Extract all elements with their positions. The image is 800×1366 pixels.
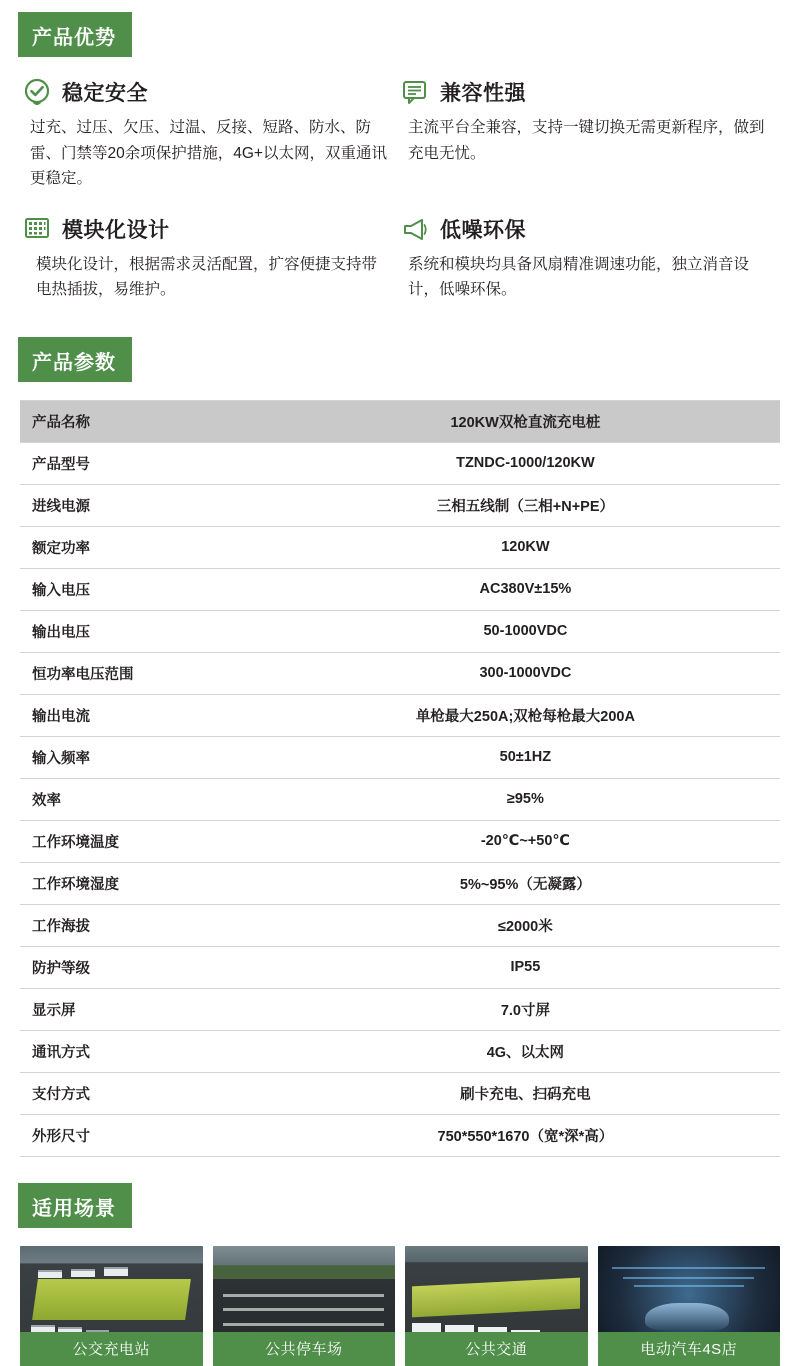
advantage-desc-2: 主流平台全兼容，支持一键切换无需更新程序，做到充电无忧。 <box>408 119 765 162</box>
table-row <box>20 694 780 736</box>
advantages-row-2 <box>22 214 778 303</box>
param-value: 50-1000VDC <box>483 623 568 640</box>
param-value: AC380V±15% <box>479 581 572 598</box>
param-value: 50±1HZ <box>499 749 552 766</box>
chat-lines-icon <box>400 77 430 107</box>
params-table-body <box>20 401 780 1157</box>
params-table-wrap <box>20 400 780 1157</box>
table-row <box>20 610 780 652</box>
scene-card-1 <box>20 1246 203 1366</box>
scene-card-4 <box>598 1246 781 1366</box>
table-row <box>20 484 780 526</box>
param-key: 产品型号 <box>32 456 90 473</box>
params-heading: 产品参数 <box>18 337 132 384</box>
table-row <box>20 778 780 820</box>
advantage-item-4 <box>400 214 778 303</box>
param-key: 工作环境温度 <box>32 834 119 851</box>
advantage-title-line-4 <box>400 214 770 244</box>
param-key: 恒功率电压范围 <box>32 666 134 683</box>
param-value: IP55 <box>510 959 541 976</box>
param-value: 300-1000VDC <box>479 665 572 682</box>
param-key: 工作环境湿度 <box>32 876 119 893</box>
param-value: ≤2000米 <box>498 918 553 935</box>
scenes-heading: 适用场景 <box>18 1183 132 1230</box>
table-row <box>20 946 780 988</box>
table-row <box>20 652 780 694</box>
param-key: 外形尺寸 <box>32 1128 90 1145</box>
table-row <box>20 904 780 946</box>
param-key: 显示屏 <box>32 1002 76 1019</box>
param-value: TZNDC-1000/120KW <box>456 455 595 472</box>
advantage-desc-1: 过充、过压、欠压、过温、反接、短路、防水、防雷、门禁等20余项保护措施，4G+以太网，双重通讯更稳定。 <box>30 119 387 188</box>
param-value: -20℃~+50℃ <box>480 833 570 850</box>
param-key: 进线电源 <box>32 498 90 515</box>
table-row <box>20 568 780 610</box>
param-key: 通讯方式 <box>32 1044 90 1061</box>
param-key: 支付方式 <box>32 1086 90 1103</box>
advantage-title-4: 低噪环保 <box>440 218 526 242</box>
scene-caption-3: 公共交通 <box>405 1332 588 1366</box>
advantages-heading: 产品优势 <box>18 12 132 59</box>
table-row <box>20 442 780 484</box>
table-row <box>20 820 780 862</box>
table-row <box>20 988 780 1030</box>
scenes-gallery <box>20 1246 780 1366</box>
scenes-heading-wrap <box>18 1183 800 1230</box>
megaphone-icon <box>400 214 430 244</box>
param-key: 额定功率 <box>32 540 90 557</box>
param-key: 产品名称 <box>32 414 90 431</box>
param-key: 防护等级 <box>32 960 90 977</box>
param-key: 输出电压 <box>32 624 90 641</box>
params-heading-wrap <box>18 337 800 384</box>
table-row <box>20 401 780 443</box>
param-value: ≥95% <box>506 791 544 808</box>
scene-caption-1: 公交充电站 <box>20 1332 203 1366</box>
shield-check-icon <box>22 77 52 107</box>
param-value: 单枪最大250A;双枪每枪最大200A <box>415 708 635 725</box>
scene-card-3 <box>405 1246 588 1366</box>
param-value: 7.0寸屏 <box>500 1002 550 1019</box>
param-value: 5%~95%（无凝露） <box>459 876 591 893</box>
scene-card-2 <box>213 1246 396 1366</box>
param-value: 120KW <box>501 539 550 556</box>
advantage-title-1: 稳定安全 <box>62 82 148 105</box>
param-value: 4G、以太网 <box>486 1044 565 1061</box>
table-row <box>20 1030 780 1072</box>
table-row <box>20 1072 780 1114</box>
param-value: 120KW双枪直流充电桩 <box>450 414 601 431</box>
table-row <box>20 1114 780 1156</box>
param-value: 750*550*1670（宽*深*高） <box>437 1128 614 1145</box>
param-key: 工作海拔 <box>32 918 90 935</box>
table-row <box>20 862 780 904</box>
advantage-title-line-2 <box>400 77 770 107</box>
advantage-item-3 <box>22 214 400 303</box>
params-table <box>20 401 780 1157</box>
advantage-title-line-3 <box>22 214 392 244</box>
param-value: 刷卡充电、扫码充电 <box>460 1086 591 1103</box>
advantages-heading-wrap <box>18 12 800 59</box>
advantage-title-2: 兼容性强 <box>440 82 526 105</box>
advantages-row-1 <box>22 77 778 192</box>
advantage-title-line-1 <box>22 77 392 107</box>
scene-caption-2: 公共停车场 <box>213 1332 396 1366</box>
param-value: 三相五线制（三相+N+PE） <box>436 498 615 515</box>
scene-caption-4: 电动汽车4S店 <box>598 1332 781 1366</box>
param-key: 输入频率 <box>32 750 90 767</box>
table-row <box>20 526 780 568</box>
table-row <box>20 736 780 778</box>
param-key: 输出电流 <box>32 708 90 725</box>
advantages-area <box>0 59 800 303</box>
advantage-desc-4: 系统和模块均具备风扇精准调速功能，独立消音设计，低噪环保。 <box>408 255 750 299</box>
advantage-item-2 <box>400 77 778 192</box>
advantage-desc-3: 模块化设计，根据需求灵活配置，扩容便捷支持带电热插拔，易维护。 <box>36 255 378 299</box>
advantage-item-1 <box>22 77 400 192</box>
param-key: 效率 <box>32 792 61 809</box>
advantage-title-3: 模块化设计 <box>62 218 170 242</box>
param-key: 输入电压 <box>32 582 90 599</box>
module-grid-icon <box>22 214 52 244</box>
